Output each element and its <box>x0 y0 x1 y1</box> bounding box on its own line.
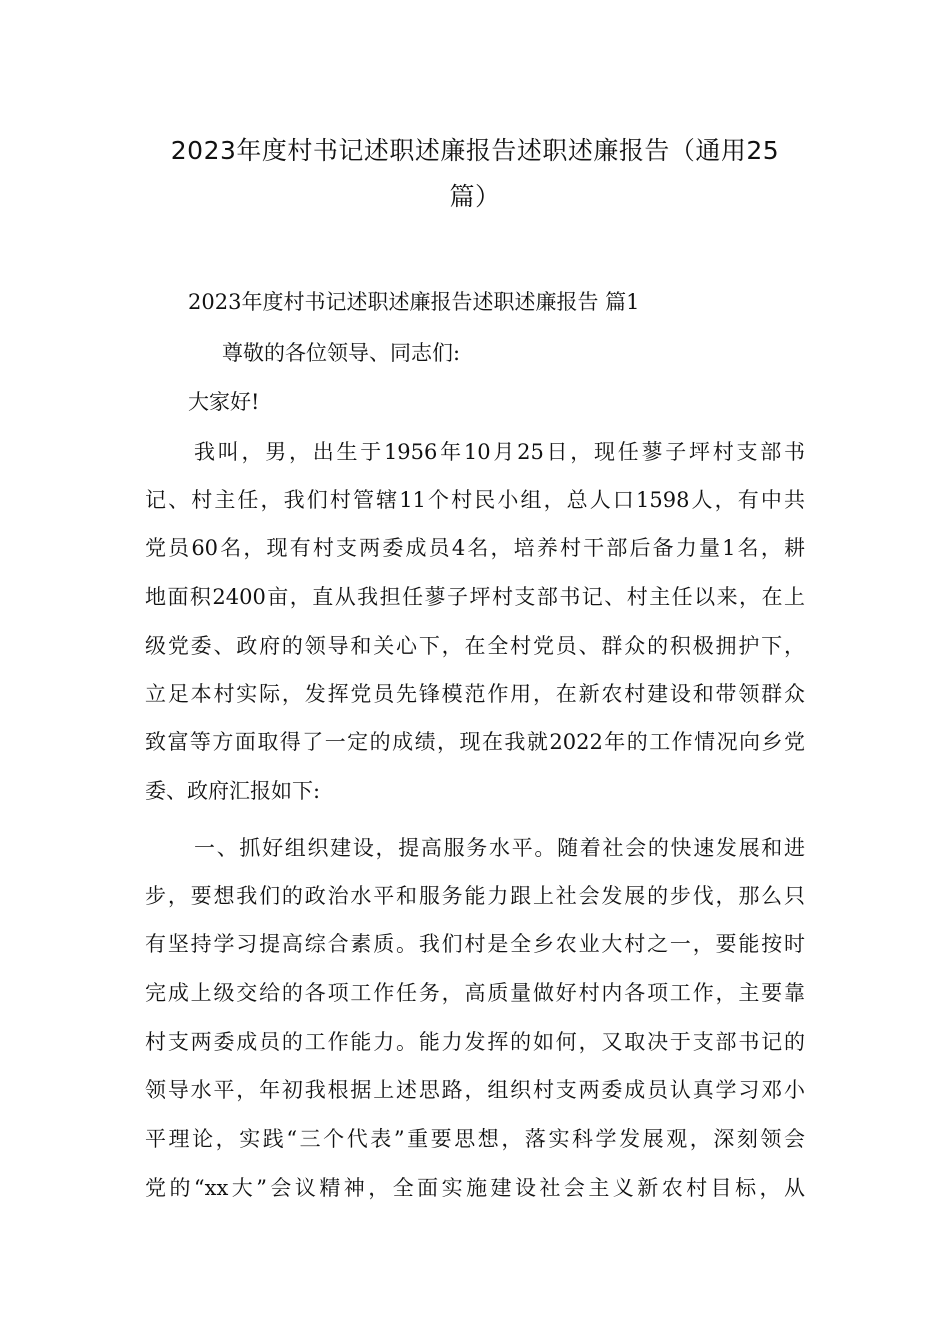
paragraph-line: 步，要想我们的政治水平和服务能力跟上社会发展的步伐，那么只 <box>145 884 805 908</box>
paragraph-line: 我叫，男，出生于1956年10月25日，现任蓼子坪村支部书 <box>194 440 805 464</box>
paragraph-line: 致富等方面取得了一定的成绩，现在我就2022年的工作情况向乡党 <box>145 730 805 754</box>
document-title-line: 篇） <box>449 182 501 211</box>
paragraph-line: 村支两委成员的工作能力。能力发挥的如何，又取决于支部书记的 <box>145 1030 805 1054</box>
paragraph-line: 党员60名，现有村支两委成员4名，培养村干部后备力量1名，耕 <box>145 536 805 560</box>
paragraph-line: 平理论，实践“三个代表”重要思想，落实科学发展观，深刻领会 <box>145 1127 805 1151</box>
paragraph-line: 一、抓好组织建设，提高服务水平。随着社会的快速发展和进 <box>194 836 805 860</box>
paragraph-line: 级党委、政府的领导和关心下，在全村党员、群众的积极拥护下， <box>145 634 805 658</box>
paragraph-line: 委、政府汇报如下: <box>145 779 321 803</box>
paragraph-line: 党的“xx大”会议精神，全面实施建设社会主义新农村目标，从 <box>145 1176 805 1200</box>
section-heading: 2023年度村书记述职述廉报告述职述廉报告 篇1 <box>188 290 640 314</box>
document-title <box>140 128 810 220</box>
paragraph-line: 记、村主任，我们村管辖11个村民小组，总人口1598人，有中共 <box>145 488 805 512</box>
greeting: 大家好! <box>188 390 260 414</box>
paragraph-line: 完成上级交给的各项工作任务，高质量做好村内各项工作，主要靠 <box>145 981 805 1005</box>
paragraph-line: 立足本村实际，发挥党员先锋模范作用，在新农村建设和带领群众 <box>145 682 805 706</box>
paragraph-line: 领导水平，年初我根据上述思路，组织村支两委成员认真学习邓小 <box>145 1078 805 1102</box>
paragraph-line: 地面积2400亩，直从我担任蓼子坪村支部书记、村主任以来，在上 <box>145 585 805 609</box>
document-title-line: 2023年度村书记述职述廉报告述职述廉报告（通用25 <box>170 136 780 165</box>
salutation: 尊敬的各位领导、同志们: <box>222 341 461 365</box>
paragraph-line: 有坚持学习提高综合素质。我们村是全乡农业大村之一，要能按时 <box>145 932 805 956</box>
